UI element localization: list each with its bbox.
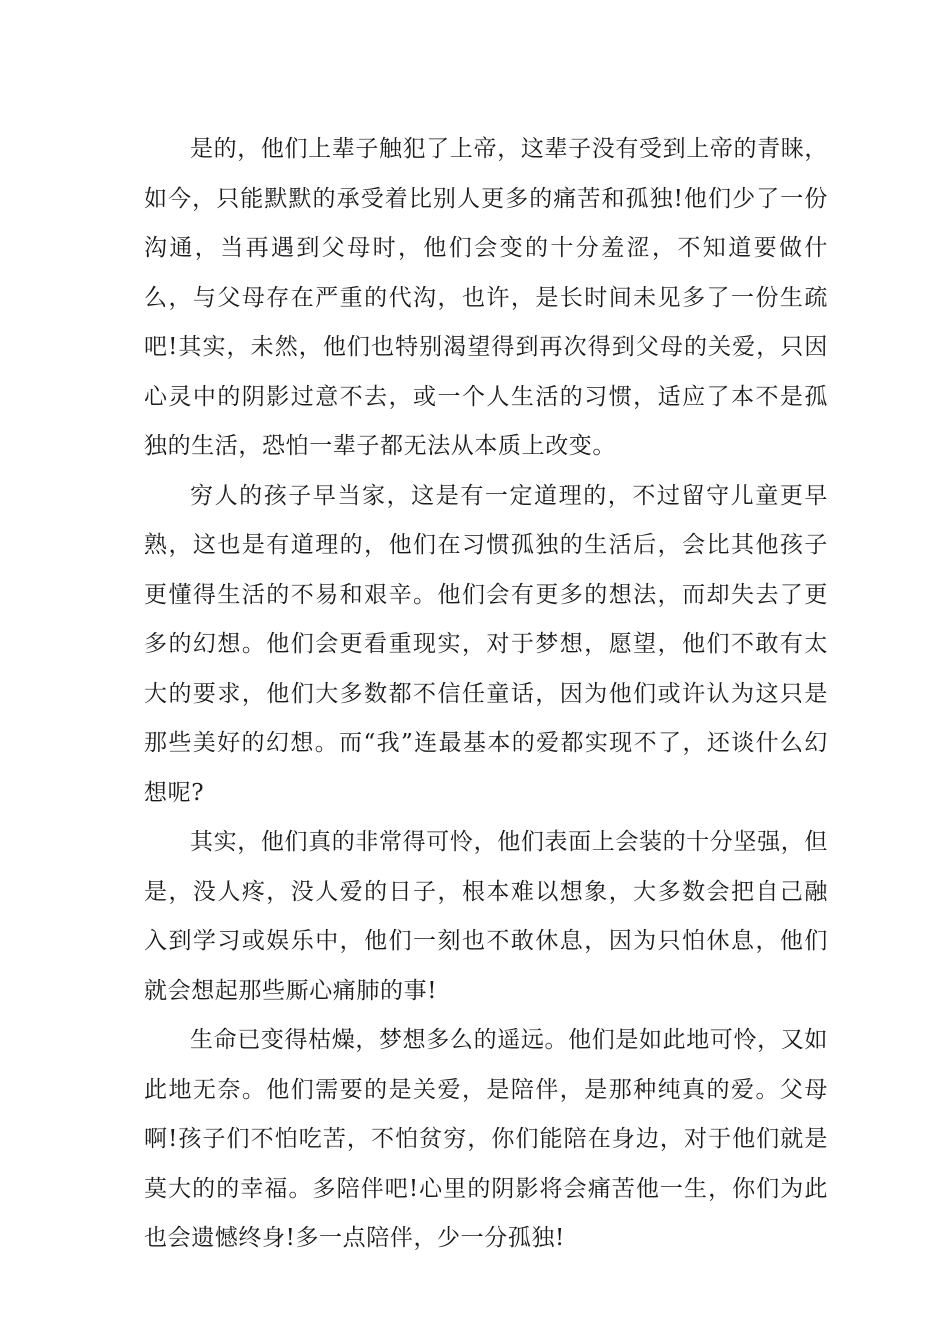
paragraph-3: 其实，他们真的非常得可怜，他们表面上会装的十分坚强，但是，没人疼，没人爱的日子，根本难以想象，大多数会把自己融入到学习或娱乐中，他们一刻也不敢休息，因为只怕休息，他们就会想起那些厮心痛肺的事! xyxy=(144,829,828,1004)
paragraph-2: 穷人的孩子早当家，这是有一定道理的，不过留守儿童更早熟，这也是有道理的，他们在习惯孤独的生活后，会比其他孩子更懂得生活的不易和艰辛。他们会有更多的想法，而却失去了更多的幻想。他们会更看重现实，对于梦想，愿望，他们不敢有太大的要求，他们大多数都不信任童话，因为他们或许认为这只是那些美好的幻想。而“我”连最基本的爱都实现不了，还谈什么幻想呢? xyxy=(144,482,828,806)
paragraph-4: 生命已变得枯燥，梦想多么的遥远。他们是如此地可怜，又如此地无奈。他们需要的是关爱，是陪伴，是那种纯真的爱。父母啊!孩子们不怕吃苦，不怕贫穷，你们能陪在身边，对于他们就是莫大的的幸福。多陪伴吧!心里的阴影将会痛苦他一生，你们为此也会遗憾终身!多一点陪伴，少一分孤独! xyxy=(144,1027,828,1251)
paragraph-1: 是的，他们上辈子触犯了上帝，这辈子没有受到上帝的青睐，如今，只能默默的承受着比别人更多的痛苦和孤独!他们少了一份沟通，当再遇到父母时，他们会变的十分羞涩，不知道要做什么，与父母存在严重的代沟，也许，是长时间未见多了一份生疏吧!其实，未然，他们也特别渴望得到再次得到父母的关爱，只因心灵中的阴影过意不去，或一个人生活的习惯，适应了本不是孤独的生活，恐怕一辈子都无法从本质上改变。 xyxy=(144,136,828,459)
document-body xyxy=(144,125,828,1264)
